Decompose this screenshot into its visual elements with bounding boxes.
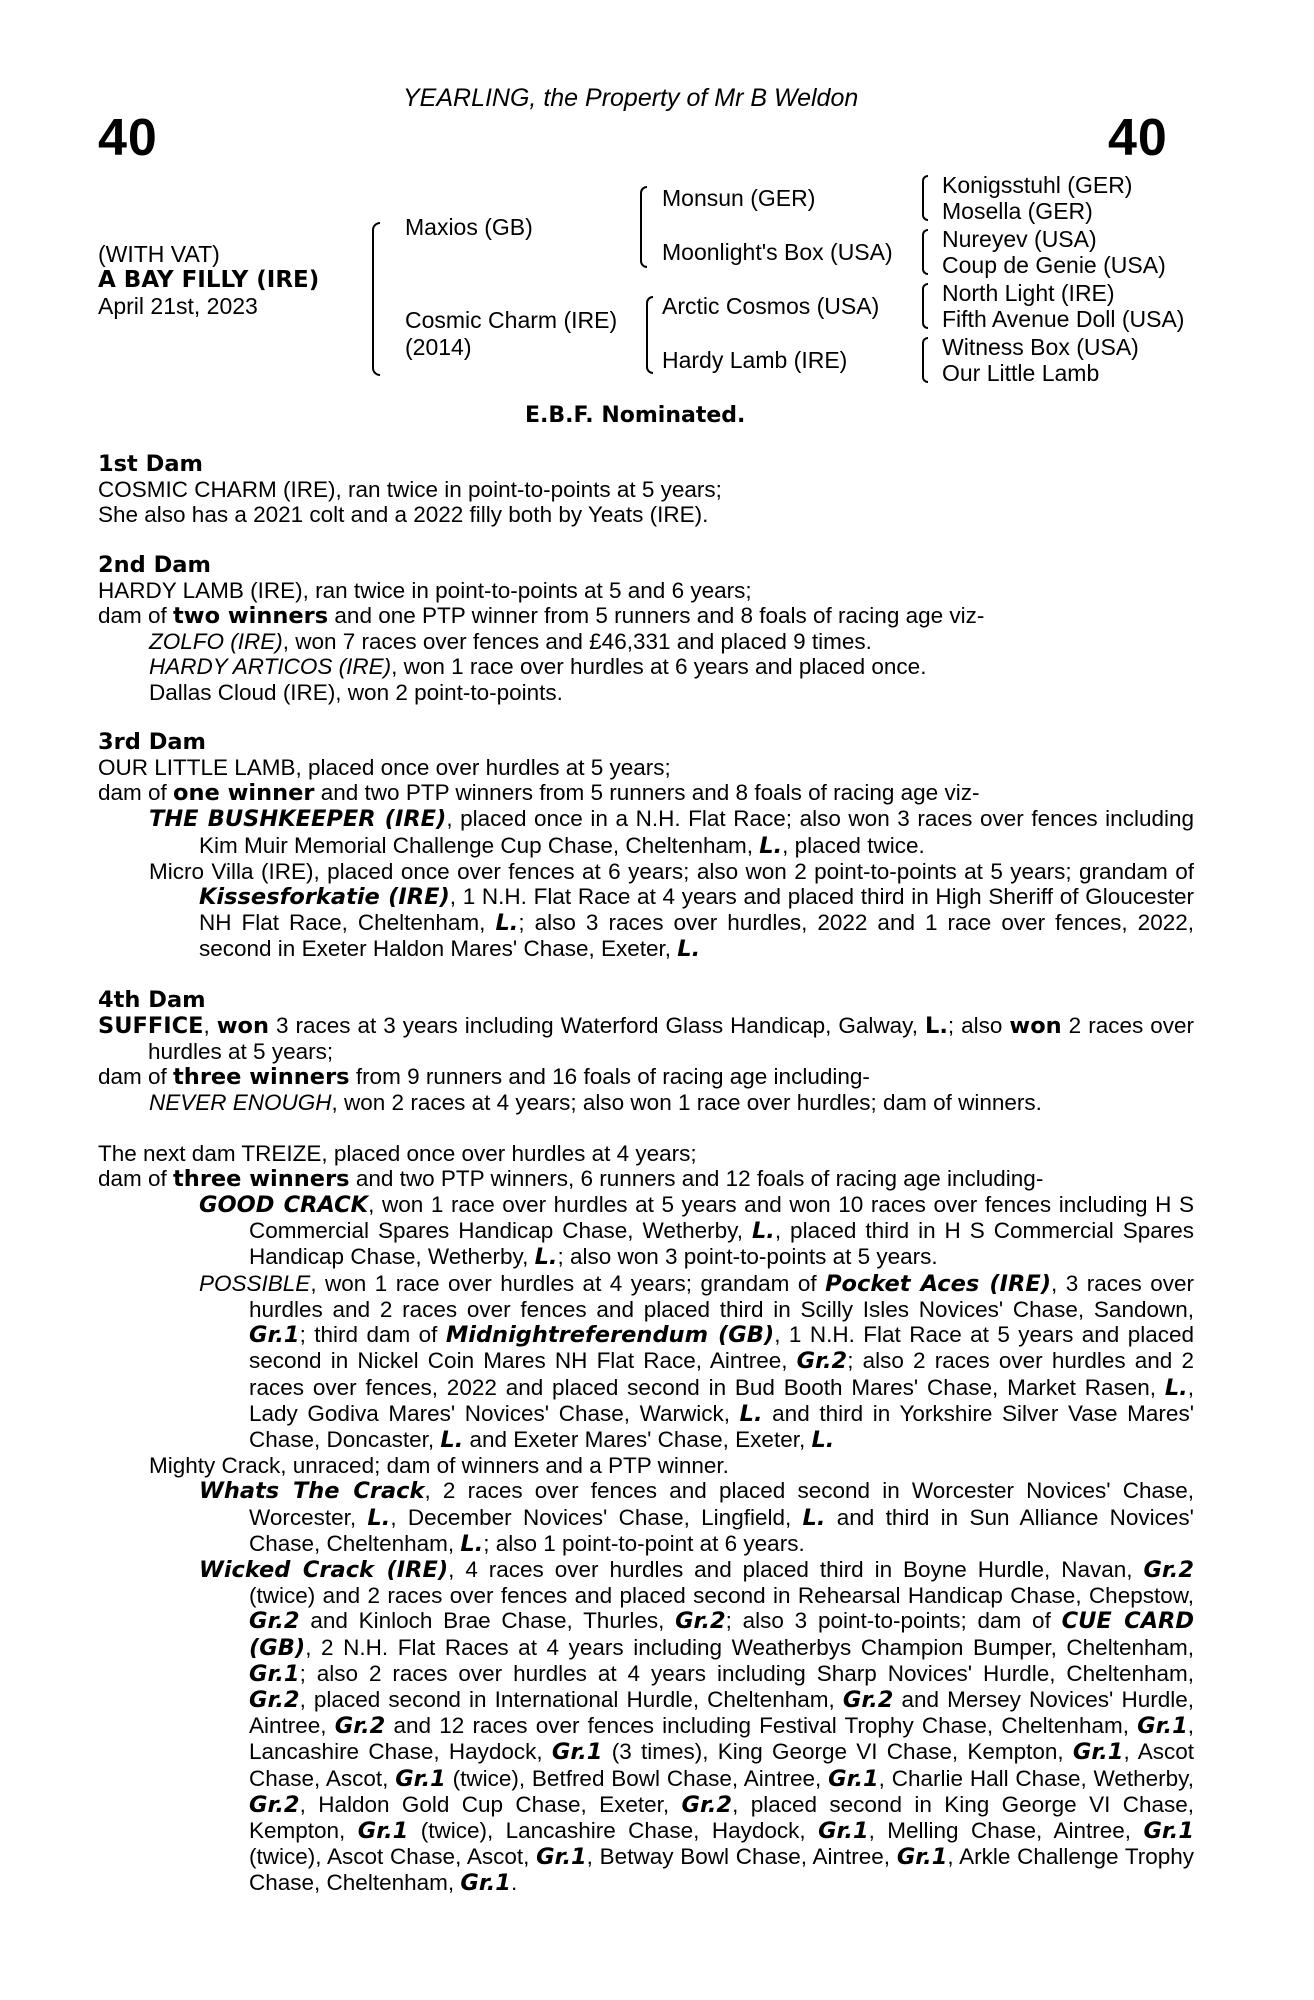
dam-dam: Hardy Lamb (IRE) [662,347,848,373]
dam2-produce-line: dam of two winners and one PTP winner from 5 runners and 8 foals of racing age viz- [98,603,985,630]
dam2-heading: 2nd Dam [98,551,211,578]
dam2-line: HARDY LAMB (IRE), ran twice in point-to-points at 5 and 6 years; [98,577,752,603]
brace-gen2-dam [646,296,653,374]
gen3-5: North Light (IRE) [942,280,1115,306]
dam-year: (2014) [405,334,472,360]
dam3-entry-micro-villa: Micro Villa (IRE), placed once over fences at 6 years; also won 2 point-to-points at 5 years; grandam of Kissesforkatie (IRE), 1 N.H. Flat Race at 4 years and placed third in High Sheriff of Gloucester NH Flat Race, Cheltenham, L.; also 3 races over hurdles, 2022 and 1 race over fences, 2022, second in Exeter Haldon Mares' Chase, Exeter, L. [149,858,1194,963]
vat-note: (WITH VAT) [98,241,220,267]
dam2-entry-dallas-cloud: Dallas Cloud (IRE), won 2 point-to-points. [149,679,563,705]
catalogue-body [98,452,1194,1897]
foaling-date: April 21st, 2023 [98,293,258,319]
next-entry-mighty-crack: Mighty Crack, unraced; dam of winners and a PTP winner. [149,1453,729,1479]
brace-gen3-3 [922,283,928,329]
dam2-entry-zolfo: ZOLFO (IRE), won 7 races over fences and £46,331 and placed 9 times. [149,629,872,655]
next-entry-possible: POSSIBLE, won 1 race over hurdles at 4 years; grandam of Pocket Aces (IRE), 3 races over hurdles and 2 races over fences and placed third in Scilly Isles Novices' Chase, Sandown, Gr.1; third dam of Midnightreferendum (GB), 1 N.H. Flat Race at 5 years and placed second in Nickel Coin Mares NH Flat Race, Aintree, Gr.2; also 2 races over hurdles and 2 races over fences, 2022 and placed second in Bud Booth Mares' Chase, Market Rasen, L., Lady Godiva Mares' Novices' Chase, Warwick, L. and third in Yorkshire Silver Vase Mares' Chase, Doncaster, L. and Exeter Mares' Chase, Exeter, L. [199,1270,1195,1453]
next-dam-produce-line: dam of three winners and two PTP winners, 6 runners and 12 foals of racing age including- [98,1165,1044,1192]
dam4-entry-never-enough: NEVER ENOUGH, won 2 races at 4 years; also won 1 race over hurdles; dam of winners. [149,1090,1042,1116]
gen3-4: Coup de Genie (USA) [942,252,1166,278]
sire: Maxios (GB) [405,214,533,240]
dam4-heading: 4th Dam [98,986,206,1013]
dam4-line: SUFFICE, won 3 races at 3 years including Waterford Glass Handicap, Galway, L.; also won 2 races over hurdles at 5 years; [98,1012,1194,1065]
gen3-1: Konigsstuhl (GER) [942,172,1133,198]
gen3-2: Mosella (GER) [942,198,1093,224]
dam1-heading: 1st Dam [98,451,203,477]
brace-gen2-sire [640,186,647,268]
dam-sire: Arctic Cosmos (USA) [662,293,880,319]
next-entry-wicked-crack: Wicked Crack (IRE), 4 races over hurdles and placed third in Boyne Hurdle, Navan, Gr.2 (twice) and 2 races over fences and placed second in Rehearsal Handicap Chase, Chepstow, Gr.2 and Kinloch Brae Chase, Thurles, Gr.2; also 3 point-to-points; dam of CUE CARD (GB), 2 N.H. Flat Races at 4 years including Weatherbys Champion Bumper, Cheltenham, Gr.1; also 2 races over hurdles at 4 years including Sharp Novices' Hurdle, Cheltenham, Gr.2, placed second in International Hurdle, Cheltenham, Gr.2 and Mersey Novices' Hurdle, Aintree, Gr.2 and 12 races over fences including Festival Trophy Chase, Cheltenham, Gr.1, Lancashire Chase, Haydock, Gr.1 (3 times), King George VI Chase, Kempton, Gr.1, Ascot Chase, Ascot, Gr.1 (twice), Betfred Bowl Chase, Aintree, Gr.1, Charlie Hall Chase, Wetherby, Gr.2, Haldon Gold Cup Chase, Exeter, Gr.2, placed second in King George VI Chase, Kempton, Gr.1 (twice), Lancashire Chase, Haydock, Gr.1, Melling Chase, Aintree, Gr.1 (twice), Ascot Chase, Ascot, Gr.1, Betway Bowl Chase, Aintree, Gr.1, Arkle Challenge Trophy Chase, Cheltenham, Gr.1. [199,1556,1195,1897]
dam3-heading: 3rd Dam [98,728,206,755]
sire-sire: Monsun (GER) [662,185,816,211]
dam4-produce-line: dam of three winners from 9 runners and 16 foals of racing age including- [98,1064,870,1091]
cue-card-name: CUE CARD (GB) [249,1608,1194,1661]
brace-gen3-1 [922,175,928,221]
page-header-title: YEARLING, the Property of Mr B Weldon [403,84,859,112]
brace-gen3-4 [922,337,928,383]
lot-number-right: 40 [1108,109,1168,167]
gen3-3: Nureyev (USA) [942,226,1097,252]
ebf-nominated: E.B.F. Nominated. [525,403,746,428]
dam3-produce-line: dam of one winner and two PTP winners from 5 runners and 8 foals of racing age viz- [98,780,980,807]
dam3-entry-bushkeeper: THE BUSHKEEPER (IRE), placed once in a N.H. Flat Race; also won 3 races over fences including Kim Muir Memorial Challenge Cup Chase, Cheltenham, L., placed twice. [149,806,1194,859]
gen3-6: Fifth Avenue Doll (USA) [942,306,1185,332]
dam2-entry-hardy-articos: HARDY ARTICOS (IRE), won 1 race over hurdles at 6 years and placed once. [149,654,927,680]
gen3-7: Witness Box (USA) [942,334,1139,360]
next-entry-good-crack: GOOD CRACK, won 1 race over hurdles at 5 years and won 10 races over fences including H S Commercial Spares Handicap Chase, Wetherby, L., placed third in H S Commercial Spares Handicap Chase, Wetherby, L.; also won 3 point-to-points at 5 years. [199,1192,1195,1271]
dam1-line: COSMIC CHARM (IRE), ran twice in point-to-points at 5 years; [98,477,722,503]
dam1-line: She also has a 2021 colt and a 2022 filly both by Yeats (IRE). [98,502,709,528]
gen3-8: Our Little Lamb [942,360,1100,386]
brace-gen3-2 [922,229,928,275]
horse-name: A BAY FILLY (IRE) [98,267,320,293]
dam3-line: OUR LITTLE LAMB, placed once over hurdles at 5 years; [98,755,671,781]
next-dam-line: The next dam TREIZE, placed once over hurdles at 4 years; [98,1140,697,1166]
next-entry-whats-the-crack: Whats The Crack, 2 races over fences and placed second in Worcester Novices' Chase, Worcester, L., December Novices' Chase, Lingfield, L. and third in Sun Alliance Novices' Chase, Cheltenham, L.; also 1 point-to-point at 6 years. [199,1478,1194,1557]
lot-number-left: 40 [98,109,158,167]
brace-gen1 [372,222,380,376]
sire-dam: Moonlight's Box (USA) [662,239,893,265]
dam: Cosmic Charm (IRE) [405,307,618,333]
